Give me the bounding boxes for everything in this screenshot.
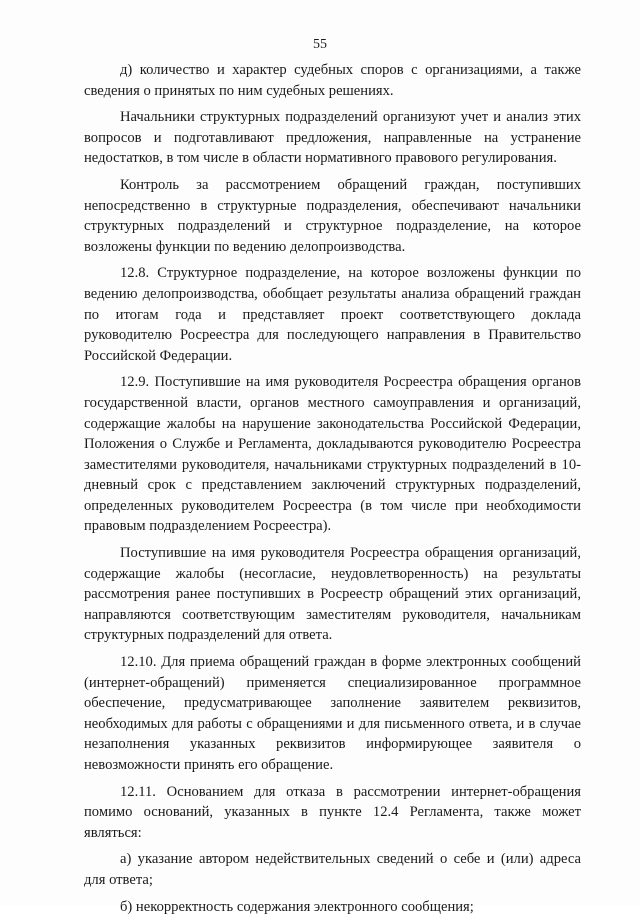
document-body	[84, 60, 581, 923]
paragraph: 12.9. Поступившие на имя руководителя Росреестра обращения органов государственной власти, органов местного самоуправления и организаций, содержащие жалобы на нарушение законодательства Российской Федерации, Положения о Службе и Регламента, докладываются руководителю Росреестра заместителями руководителя, начальниками структурных подразделений в 10-дневный срок с представлением заключений структурных подразделений, определенных руководителем Росреестра (в том числе при необходимости правовым подразделением Росреестра).	[84, 374, 581, 535]
paragraph: 12.8. Структурное подразделение, на которое возложены функции по ведению делопроизводства, обобщает результаты анализа обращений граждан по итогам года и представляет проект соответствующего доклада руководителю Росреестра для последующего направления в Правительство Российской Федерации.	[84, 265, 581, 364]
paragraph: а) указание автором недействительных сведений о себе и (или) адреса для ответа;	[84, 851, 581, 888]
paragraph: Начальники структурных подразделений организуют учет и анализ этих вопросов и подготавливают предложения, направленные на устранение недостатков, в том числе в области нормативного правового регулирования.	[84, 109, 581, 167]
page-number: 55	[313, 37, 327, 52]
paragraph: 12.10. Для приема обращений граждан в форме электронных сообщений (интернет-обращений) применяется специализированное программное обеспечение, предусматривающее заполнение заявителем реквизитов, необходимых для работы с обращениями и для письменного ответа, и в случае незаполнения указанных реквизитов информирующее заявителя о невозможности принять его обращение.	[84, 654, 581, 773]
paragraph: д) количество и характер судебных споров с организациями, а также сведения о принятых по ним судебных решениях.	[84, 62, 581, 99]
paragraph: Контроль за рассмотрением обращений граждан, поступивших непосредственно в структурные подразделения, обеспечивают начальники структурных подразделений и структурное подразделение, на которое возложены функции по ведению делопроизводства.	[84, 176, 581, 255]
paragraph: Поступившие на имя руководителя Росреестра обращения организаций, содержащие жалобы (несогласие, неудовлетворенность) на результаты рассмотрения ранее поступивших в Росреестр обращений этих организаций, направляются соответствующим заместителям руководителя, начальникам структурных подразделений для ответа.	[84, 545, 581, 644]
paragraph: 12.11. Основанием для отказа в рассмотрении интернет-обращения помимо оснований, указанных в пункте 12.4 Регламента, также может являться:	[84, 783, 581, 841]
paragraph: б) некорректность содержания электронного сообщения;	[120, 898, 474, 915]
